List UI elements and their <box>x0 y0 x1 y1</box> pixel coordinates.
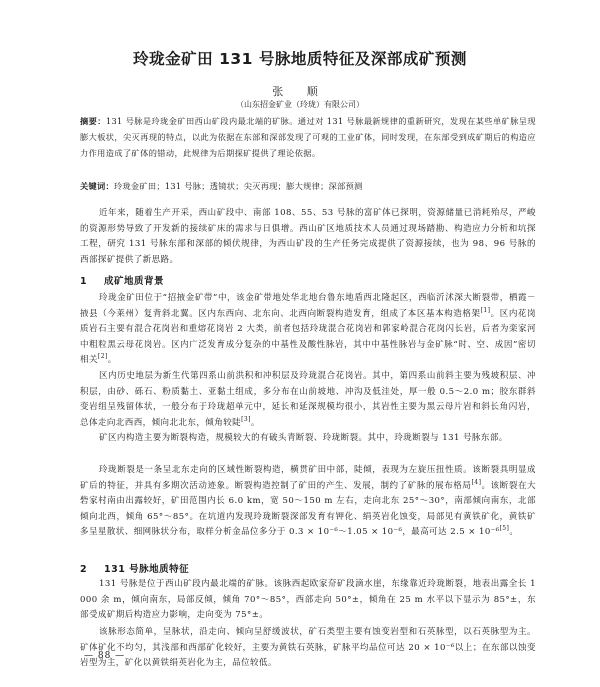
paragraph-text: 。 <box>509 527 519 538</box>
section-1-paragraph-4 <box>80 463 536 541</box>
citation: [4] <box>471 478 482 486</box>
section-1-heading <box>80 273 164 287</box>
page-number: — 88 — <box>84 651 126 661</box>
section-2-paragraph-1: 131 号脉是位于西山矿段内最北端的矿脉。该脉西起欧家夼矿段滴水崖，东缘靠近玲珑断裂，地表出露全长 1 000 余 m，倾向南东，局部反倾，倾角 70°～85°，西部走向 50°±，倾角在 25 m 水平以下显示为 85°±，东部受成矿期后构造应力影响，走向变为 75°±。 <box>80 579 536 621</box>
section-1-number: 1 <box>80 276 88 287</box>
section-2-number: 2 <box>80 564 88 575</box>
paragraph-text: 。区内花岗质岩石主要有混合花岗岩和重熔花岗岩 2 大类，前者包括玲珑混合花岗岩和郭家岭混合花岗闪长岩，后者为栾家河中粗粒黑云母花岗岩。区内广泛发育成分复杂的中基性及酸性脉岩，其中中基性脉岩与金矿脉“时、空、成因”密切相关 <box>80 308 536 366</box>
author-name: 张 顺 <box>272 85 328 98</box>
citation: [3] <box>241 415 251 423</box>
keywords <box>80 180 536 192</box>
section-2-heading <box>80 561 189 575</box>
paragraph-text: 。该断裂在大砦家村南由出露较好，矿田范围内长 6.0 km，宽 50～150 m 左右，走向北东 25°～30°，南部倾向南东，北部倾向北西，倾角 65°～85°。在坑道内发现玲珑断裂深部发育有钾化、绢英岩化蚀变，局部见有黄铁矿化，黄铁矿多呈星散状、细网脉状分布，取样分析金品位多分于 0.3 × 10⁻⁶～1.05 × 10⁻⁶，最高可达 2.5 × 10⁻⁶ <box>80 480 537 538</box>
citation: [1] <box>480 306 491 314</box>
citation: [2] <box>97 353 108 361</box>
abstract <box>80 113 536 161</box>
section-1-paragraph-3: 矿区内构造主要为断裂构造，规模较大的有破头青断裂、玲珑断裂。其中，玲珑断裂与 131 号脉东部。 <box>99 433 508 443</box>
keywords-label: 关键词： <box>80 181 114 191</box>
paper-title: 玲珑金矿田 131 号脉地质特征及深部成矿预测 <box>133 50 467 68</box>
abstract-text: 131 号脉是玲珑金矿田西山矿段内最北端的矿脉。通过对 131 号脉最新规律的重新研究，发现在某些单矿脉呈现膨大板状，尖灭再现的特点，以此为依据在东部和深部发现了可观的工业矿体，同时发现，在东部受到成矿期后的构造应力作用造成了矿体的错动，此规律为后期探矿提供了理论依据。 <box>80 116 537 158</box>
citation: [5] <box>499 525 510 533</box>
paragraph-text: 区内历史地层为新生代第四系山前洪积和冲积层及玲珑混合花岗岩。其中，第四系山前斜主要为残坡积层、冲积层，由砂、砾石、粉质黏土、亚黏土组成，多分布在山前坡地、冲沟及低洼处，厚一般 0.5～2.0 m；胶东群斜变岩组呈残留体状，一般分布于玲珑超单元中，延长和延深规模均很小，其岩性主要为黑云母片岩和斜长角闪岩，总体走向北西西，倾向北北东，倾角较陡 <box>80 371 536 428</box>
intro-paragraph: 近年来，随着生产开采，西山矿段中、南部 108、55、53 号脉的富矿体已探明，资源储量已消耗殆尽，严峻的资源形势导致了开发新的接续矿床的需求与日俱增。西山矿区地质技术人员通过现场踏勘、构造应力分析和坑探工程，研究 131 号脉东部和深部的倾伏规律，为西山矿段的生产任务完成提供了资源接续，也为 98、96 号脉的西部探矿提供了新思路。 <box>80 208 536 265</box>
section-2-paragraph-2: 该脉形态简单，呈脉状，沿走向、倾向呈舒缓波状，矿石类型主要有蚀变岩型和石英脉型，以石英脉型为主。矿体矿化不均匀，其浅部和西部矿化较好，主要为黄铁石英脉，矿脉平均品位可达 20 × 10⁻⁶以上；在东部以蚀变岩型为主，矿化以黄铁绢英岩化为主，品位较低。 <box>80 627 536 669</box>
section-1-paragraph-2 <box>80 369 536 431</box>
paragraph-text: 。 <box>107 355 117 366</box>
abstract-label: 摘要： <box>80 116 106 126</box>
paragraph-text: 。 <box>250 417 260 428</box>
section-2-title: 131 号脉地质特征 <box>104 564 190 575</box>
section-1-title: 成矿地质背景 <box>104 276 165 287</box>
keywords-text: 玲珑金矿田；131 号脉；透镜状；尖灭再现；膨大规律；深部预测 <box>113 181 363 191</box>
paragraph-text: 玲珑断裂是一条呈北东走向的区域性断裂构造，横贯矿田中部，陡倾，表现为左旋压扭性质。该断裂具明显成矿后的特征，并具有多期次活动迹象。断裂构造控制了矿田的产生、发展，制约了矿脉的展布格局 <box>80 465 536 491</box>
section-1-paragraph-1 <box>80 291 536 369</box>
author-affiliation: （山东招金矿业（玲珑）有限公司） <box>236 100 364 109</box>
paragraph-text: 玲珑金矿田位于“招掖金矿带”中，该金矿带地处华北地台鲁东地盾西北隆起区，西临沂沭深大断裂带，栖霞－掖县（今莱州）复背斜北翼。区内东西向、北东向、北西向断裂构造发育，组成了本区基本构造格架 <box>80 293 536 319</box>
